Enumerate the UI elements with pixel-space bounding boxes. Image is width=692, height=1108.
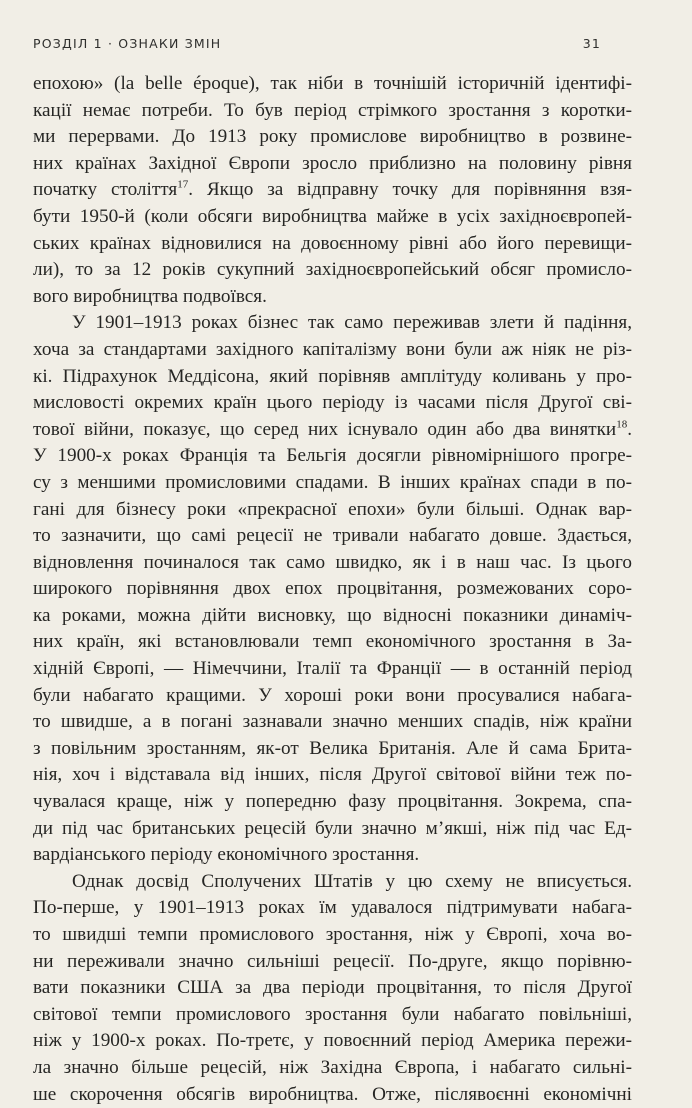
text-line: мисловості окремих країн цього періоду із часами після Другої сві-	[33, 392, 632, 414]
text-line: нія, хоч і відставала від інших, після Другої світової війни теж по-	[33, 764, 632, 786]
text-line: них країнах Західної Європи зросло приблизно на половину рівня	[33, 152, 632, 174]
text-line: ка роками, можна дійти висновку, що відносні показники динаміч-	[33, 604, 632, 626]
text-line: то зазначити, що самі рецесії не тривали набагато довше. Здається,	[33, 525, 632, 547]
text-line: ди під час британських рецесій були значно м’якші, ніж під час Ед-	[33, 817, 632, 839]
text-fragment: .	[627, 418, 632, 440]
text-line: ніж у 1900-х роках. По-третє, у повоєнний період Америка пережи-	[33, 1030, 632, 1052]
page-number: 31	[582, 36, 601, 51]
text-line	[33, 417, 632, 444]
text-line: кі. Підрахунок Меддісона, який порівняв амплітуду коливань у про-	[33, 365, 632, 387]
text-line: У 1900-х роках Франція та Бельгія досягли рівномірнішого прогре-	[33, 445, 632, 467]
text-line: відновлення починалося так само швидко, як і в наш час. Із цього	[33, 551, 632, 573]
paragraph-2	[33, 310, 632, 868]
text-line: ла значно більше рецесій, ніж Західна Європа, і набагато сильні-	[33, 1056, 632, 1078]
text-line: широкого порівняння двох епох процвітання, розмежованих соро-	[33, 578, 632, 600]
text-line: У 1901–1913 роках бізнес так само переживав злети й падіння,	[72, 312, 632, 334]
text-line: світової темпи промислового зростання були набагато повільніші,	[33, 1003, 632, 1025]
text-line: вого виробництва подвоївся.	[33, 285, 267, 307]
footnote-ref-17[interactable]: 17	[177, 178, 189, 191]
paragraph-3	[33, 869, 632, 1108]
text-line: вардіанського періоду економічного зростання.	[33, 844, 420, 866]
text-line: були набагато кращими. У хороші роки вони просувалися набага-	[33, 684, 632, 706]
text-line: хідній Європі, — Німеччини, Італії та Франції — в останній період	[33, 658, 632, 680]
text-line: ни переживали значно сильніші рецесії. По-друге, якщо порівню-	[33, 950, 632, 972]
paragraph-1	[33, 71, 632, 310]
text-line: кації немає потреби. То був період стрімкого зростання з коротки-	[33, 99, 632, 121]
text-fragment: початку століття	[33, 179, 178, 201]
text-line: вати показники США за два періоди процвітання, то після Другої	[33, 977, 632, 999]
text-line: хоча за стандартами західного капіталізму вони були аж ніяк не різ-	[33, 338, 632, 360]
text-line: епохою» (la belle époque), так ніби в точнішій історичній ідентифі-	[33, 73, 632, 94]
text-line: то швидше, а в погані зазнавали значно менших спадів, ніж країни	[33, 711, 632, 733]
text-line: ше скорочення обсягів виробництва. Отже, післявоєнні економічні	[33, 1083, 632, 1105]
text-line: ських країнах відновилися на довоєнному рівні або його перевищи-	[33, 232, 632, 254]
text-line: ми перервами. До 1913 року промислове виробництво в розвине-	[33, 126, 632, 148]
text-line: су з меншими промисловими спадами. В інших країнах спади в по-	[33, 471, 632, 493]
text-line: гані для бізнесу роки «прекрасної епохи» були більші. Однак вар-	[33, 498, 632, 520]
text-line: них країн, які встановлювали темп економічного зростання в За-	[33, 631, 632, 653]
body-text	[33, 71, 632, 1108]
running-head	[33, 36, 601, 51]
text-line: По-перше, у 1901–1913 роках їм удавалося підтримувати набага-	[33, 897, 632, 919]
text-line: з повільним зростанням, як-от Велика Британія. Але й сама Брита-	[33, 737, 632, 759]
text-line: Однак досвід Сполучених Штатів у цю схему не вписується.	[72, 870, 632, 892]
text-fragment: тової війни, показує, що серед них існувало один або два винятки	[33, 418, 617, 440]
text-line: то швидші темпи промислового зростання, ніж у Європі, хоча во-	[33, 924, 632, 945]
text-line: ли), то за 12 років сукупний західноєвропейський обсяг промисло-	[33, 259, 632, 281]
text-line	[33, 177, 632, 204]
footnote-ref-18[interactable]: 18	[616, 418, 628, 431]
chapter-title: РОЗДІЛ 1 · ОЗНАКИ ЗМІН	[33, 36, 222, 51]
text-line: чувалася краще, ніж у попередню фазу процвітання. Зокрема, спа-	[33, 791, 632, 813]
text-line: бути 1950-й (коли обсяги виробництва майже в усіх західноєвропей-	[33, 205, 632, 227]
text-fragment: . Якщо за відправну точку для порівняння взя-	[188, 179, 632, 201]
